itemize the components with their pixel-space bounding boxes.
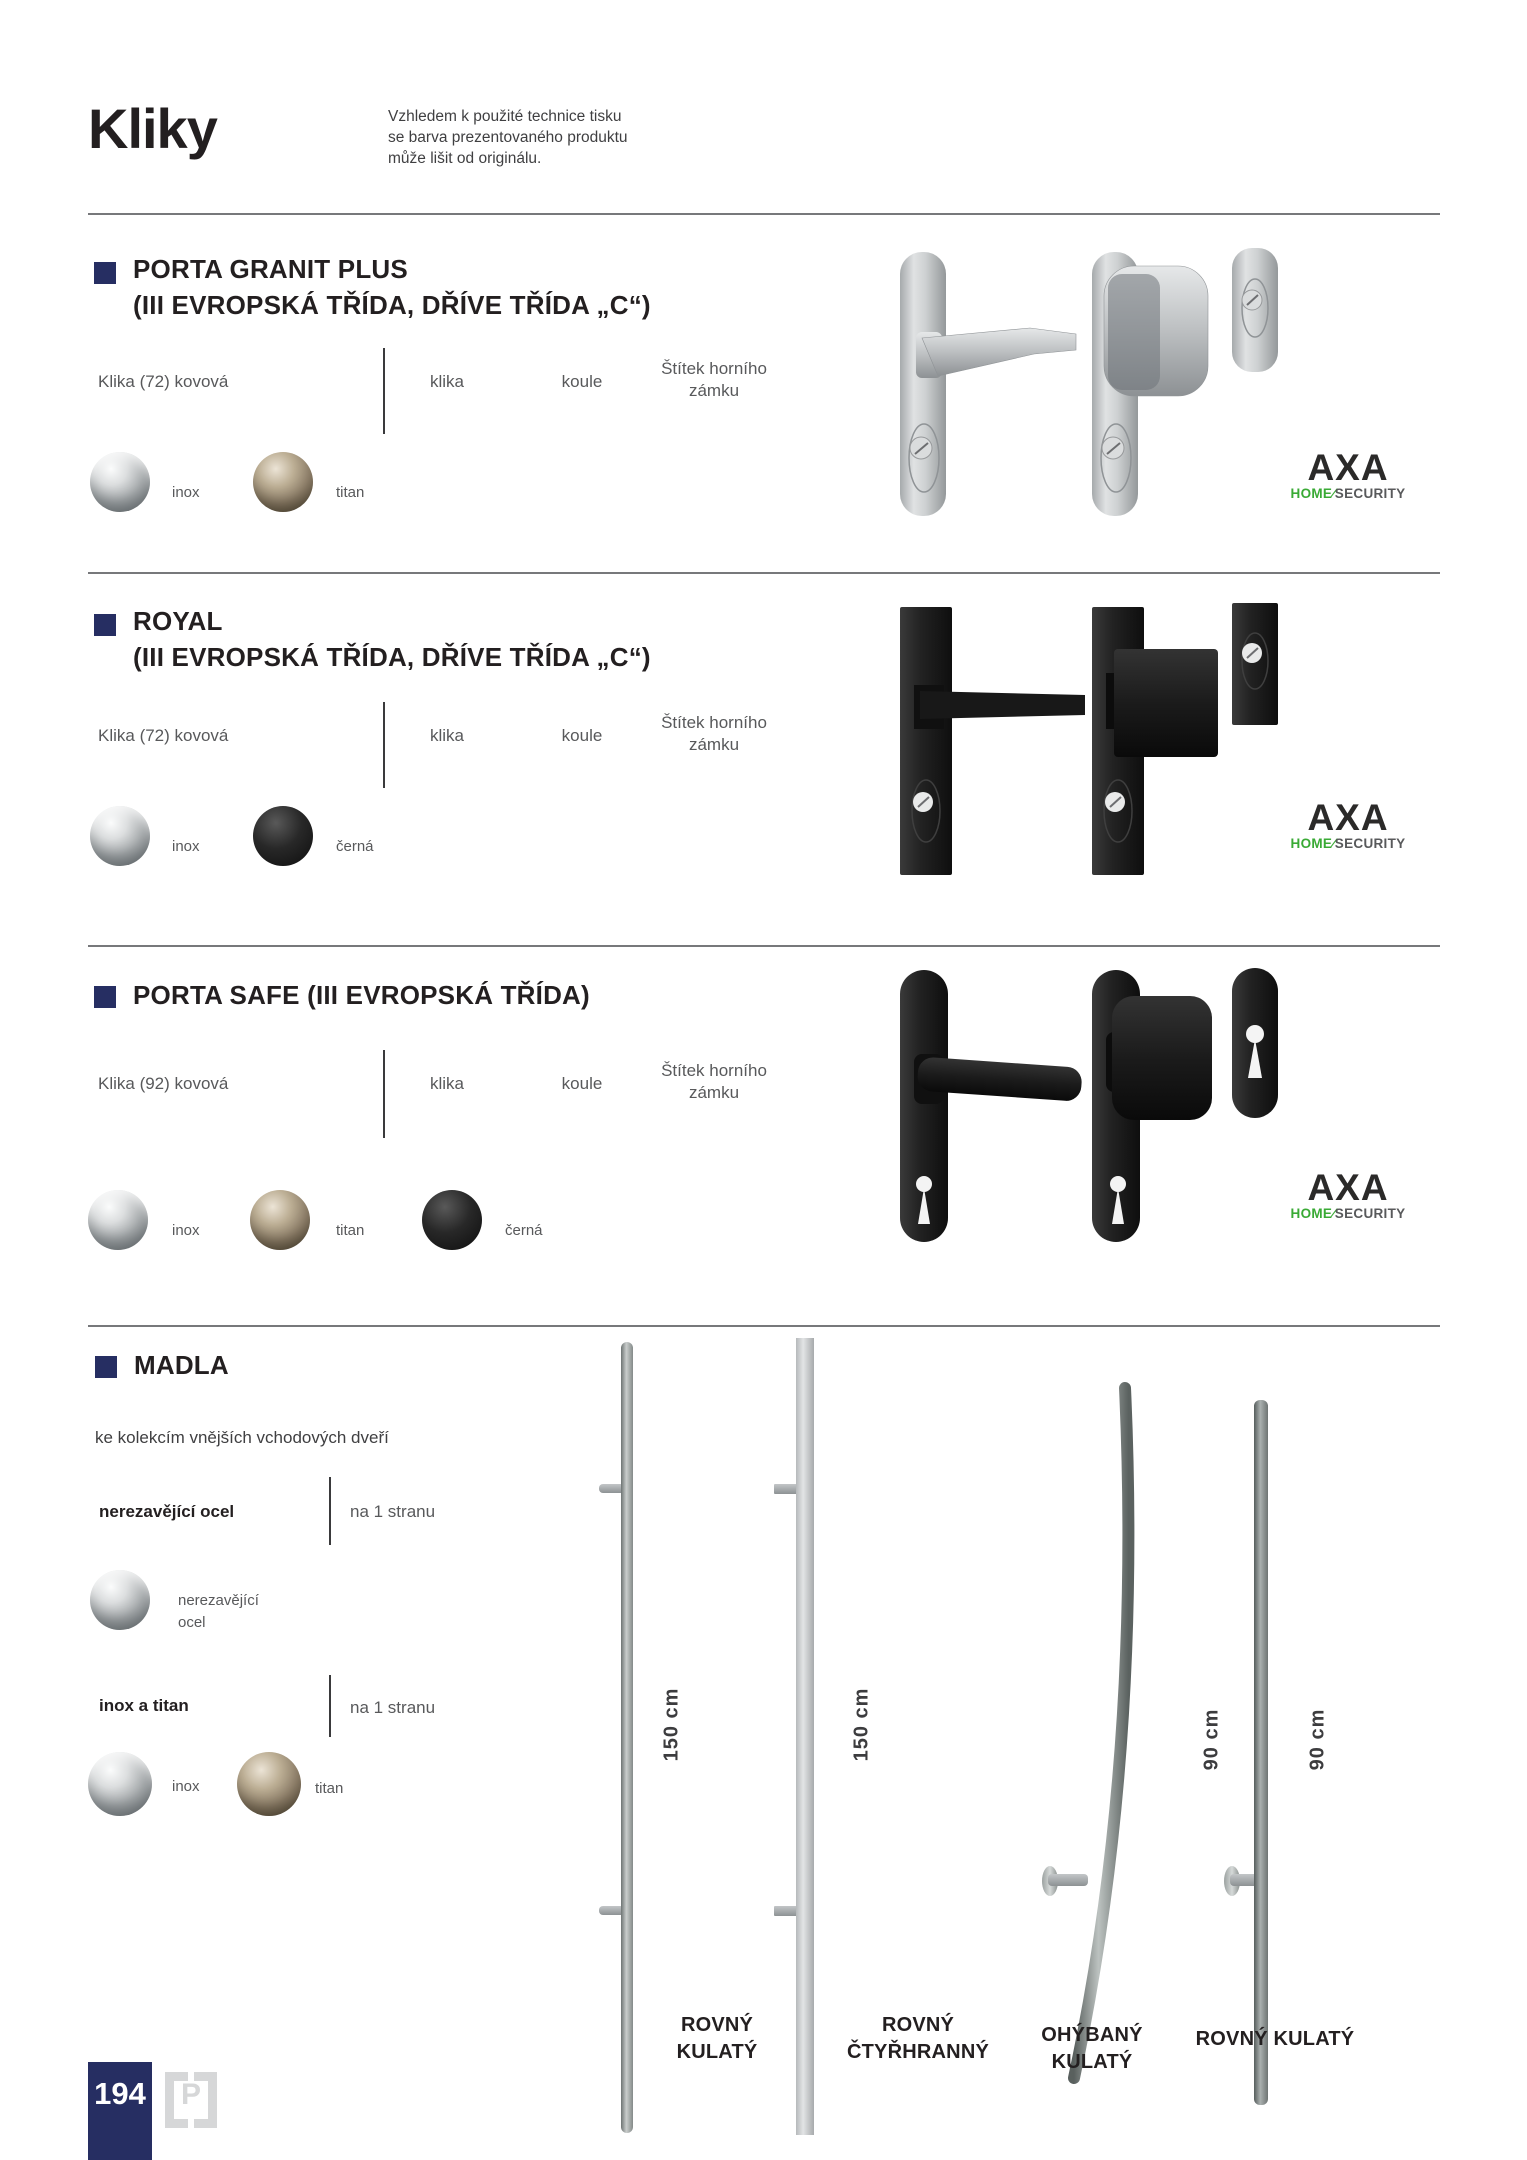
section-title: PORTA SAFE (III EVROPSKÁ TŘÍDA): [133, 980, 590, 1010]
print-note-line: Vzhledem k použité technice tisku: [388, 108, 622, 125]
legend-stitek: Štítek horního zámku: [661, 1061, 767, 1102]
header-divider: [88, 213, 1440, 215]
legend-divider: [383, 1050, 385, 1138]
variant-label: Klika (92) kovová: [98, 1074, 229, 1093]
group-option: na 1 stranu: [350, 1502, 436, 1521]
section-bullet: [94, 986, 116, 1008]
section-subtitle: (III EVROPSKÁ TŘÍDA, DŘÍVE TŘÍDA „C“): [133, 290, 651, 320]
group-divider: [329, 1477, 331, 1545]
finish-swatch-inox: [88, 1752, 152, 1816]
axa-logo-name: AXA: [1307, 1167, 1389, 1208]
legend-divider: [383, 348, 385, 434]
section-title: ROYAL: [133, 606, 223, 636]
pull-handle-round-image: [621, 1342, 633, 2133]
section-bullet: [95, 1356, 117, 1378]
finish-swatch-cerna: [422, 1190, 482, 1250]
handle-type-label: OHÝBANÝ KULATÝ: [1041, 2024, 1143, 2073]
axa-logo-name: AXA: [1307, 447, 1389, 488]
finish-swatch-cerna: [253, 806, 313, 866]
pull-handle-round-short-image: [1254, 1400, 1268, 2105]
page-title: Kliky: [88, 97, 217, 160]
legend-koule: koule: [561, 372, 603, 391]
axa-logo: [1290, 797, 1406, 851]
finish-label: inox: [172, 1778, 200, 1795]
section-subtitle: (III EVROPSKÁ TŘÍDA, DŘÍVE TŘÍDA „C“): [133, 642, 651, 672]
finish-label: inox: [172, 838, 200, 855]
publisher-logo: [165, 2072, 217, 2130]
axa-logo-tagline: HOME⁄SECURITY: [1290, 836, 1406, 851]
axa-logo: [1290, 447, 1406, 501]
handle-type-label: ROVNÝ KULATÝ: [1195, 2028, 1355, 2050]
section-bullet: [94, 262, 116, 284]
finish-swatch-nerez: [90, 1570, 150, 1630]
finish-swatch-inox: [90, 806, 150, 866]
madla-subtitle: ke kolekcím vnějších vchodových dveří: [95, 1428, 389, 1447]
section-title: MADLA: [134, 1350, 229, 1380]
legend-divider: [383, 702, 385, 788]
finish-label: nerezavějící ocel: [178, 1592, 259, 1631]
group-label: nerezavějící ocel: [99, 1502, 235, 1521]
group-label: inox a titan: [99, 1696, 189, 1715]
finish-label: černá: [336, 838, 374, 855]
finish-label: inox: [172, 484, 200, 501]
legend-koule: koule: [561, 1074, 603, 1093]
print-note-line: se barva prezentovaného produktu: [388, 129, 628, 146]
handle-length-label: 90 cm: [1306, 1708, 1329, 1771]
section-bullet: [94, 614, 116, 636]
variant-label: Klika (72) kovová: [98, 726, 229, 745]
print-note-line: může lišit od originálu.: [388, 150, 542, 167]
axa-logo: [1290, 1167, 1406, 1221]
publisher-logo-bracket: [194, 2072, 217, 2128]
finish-label: černá: [505, 1222, 543, 1239]
finish-swatch-titan: [237, 1752, 301, 1816]
section-divider: [88, 572, 1440, 574]
finish-label: titan: [336, 1222, 365, 1239]
axa-logo-name: AXA: [1307, 797, 1389, 838]
finish-label: titan: [336, 484, 365, 501]
finish-swatch-inox: [90, 452, 150, 512]
pull-handle-square-image: [796, 1338, 814, 2135]
print-note: [388, 106, 728, 169]
handle-type-label: ROVNÝ ČTYŘHRANNÝ: [847, 2014, 989, 2063]
legend-klika: klika: [429, 1074, 464, 1093]
group-option: na 1 stranu: [350, 1698, 436, 1717]
finish-label: inox: [172, 1222, 200, 1239]
handle-type-label: ROVNÝ KULATÝ: [676, 2014, 758, 2063]
finish-swatch-titan: [253, 452, 313, 512]
page-number: 194: [88, 2062, 152, 2160]
group-divider: [329, 1675, 331, 1737]
legend-koule: koule: [561, 726, 603, 745]
legend-klika: klika: [429, 372, 464, 391]
legend-klika: klika: [429, 726, 464, 745]
section-divider: [88, 1325, 1440, 1327]
axa-logo-tagline: HOME⁄SECURITY: [1290, 1206, 1406, 1221]
finish-swatch-inox: [88, 1190, 148, 1250]
handle-length-label: 150 cm: [850, 1687, 873, 1762]
axa-logo-tagline: HOME⁄SECURITY: [1290, 486, 1406, 501]
finish-label: titan: [315, 1780, 344, 1797]
pull-handle-curved-image: [1030, 1380, 1160, 2090]
section-title: PORTA GRANIT PLUS: [133, 254, 408, 284]
publisher-logo-letter: P: [180, 2078, 201, 2111]
legend-stitek: Štítek horního zámku: [661, 359, 767, 400]
handle-length-label: 150 cm: [660, 1687, 683, 1762]
variant-label: Klika (72) kovová: [98, 372, 229, 391]
section-divider: [88, 945, 1440, 947]
legend-stitek: Štítek horního zámku: [661, 713, 767, 754]
finish-swatch-titan: [250, 1190, 310, 1250]
handle-length-label: 90 cm: [1200, 1708, 1223, 1771]
